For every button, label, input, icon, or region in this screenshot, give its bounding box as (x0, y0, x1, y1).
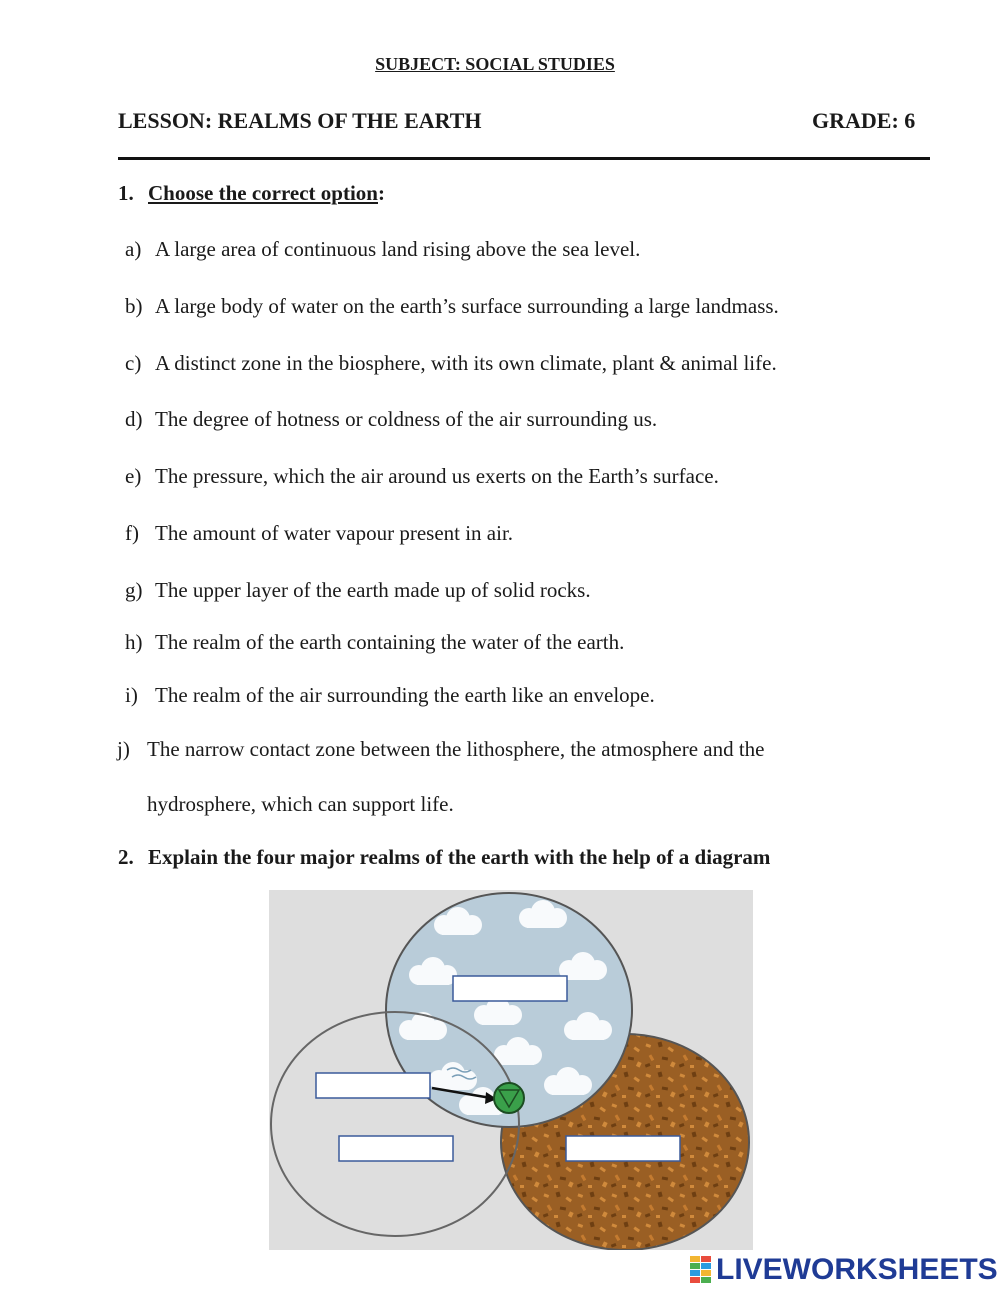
item-label: g) (125, 578, 143, 602)
question-1-title: Choose the correct option (148, 181, 378, 205)
atmosphere-answer-box[interactable] (453, 976, 567, 1001)
biosphere-circle (494, 1083, 524, 1113)
item-label: h) (125, 630, 143, 654)
question-item-i (125, 683, 655, 708)
item-label: d) (125, 407, 143, 431)
item-text: The narrow contact zone between the lithosphere, the atmosphere and the (147, 737, 765, 761)
question-item-h (125, 630, 624, 655)
liveworksheets-logo-icon (690, 1256, 712, 1284)
item-label: i) (125, 683, 138, 707)
item-text: The upper layer of the earth made up of solid rocks. (155, 578, 591, 602)
realms-venn-diagram (269, 890, 753, 1250)
item-text: A large body of water on the earth’s surface surrounding a large landmass. (155, 294, 779, 318)
hydrosphere-answer-box[interactable] (339, 1136, 453, 1161)
item-label: b) (125, 294, 143, 318)
item-label: e) (125, 464, 142, 488)
biosphere-answer-box[interactable] (316, 1073, 430, 1098)
grade-label: GRADE: 6 (812, 108, 916, 133)
question-1-number: 1. (118, 181, 134, 205)
question-item-b (125, 294, 779, 319)
question-item-d (125, 407, 657, 432)
item-text: The realm of the earth containing the water of the earth. (155, 630, 625, 654)
question-item-j (117, 737, 765, 762)
question-2-heading (118, 845, 770, 870)
item-text: A large area of continuous land rising above the sea level. (155, 237, 641, 261)
lithosphere-answer-box[interactable] (566, 1136, 680, 1161)
question-item-f (125, 521, 513, 546)
item-label: c) (125, 351, 142, 375)
question-1-heading (118, 181, 385, 206)
liveworksheets-footer (690, 1253, 998, 1287)
item-text: The amount of water vapour present in air. (155, 521, 514, 545)
subject-heading: SUBJECT: SOCIAL STUDIES (375, 54, 615, 74)
question-item-a (125, 237, 640, 262)
item-text: The degree of hotness or coldness of the air surrounding us. (155, 407, 658, 431)
liveworksheets-brand: LIVEWORKSHEETS (716, 1253, 998, 1286)
lesson-title: LESSON: REALMS OF THE EARTH (118, 108, 482, 133)
item-text: A distinct zone in the biosphere, with its own climate, plant & animal life. (155, 351, 777, 375)
question-item-c (125, 351, 777, 376)
item-label: j) (117, 737, 130, 761)
item-label: a) (125, 237, 142, 261)
question-item-e (125, 464, 719, 489)
question-item-j-continuation: hydrosphere, which can support life. (147, 792, 454, 816)
question-item-g (125, 578, 591, 603)
header-divider (118, 157, 930, 160)
item-text: The realm of the air surrounding the earth like an envelope. (155, 683, 655, 707)
question-2-number: 2. (118, 845, 134, 869)
question-1-colon: : (378, 181, 385, 205)
question-2-text: Explain the four major realms of the earth with the help of a diagram (148, 845, 771, 869)
item-label: f) (125, 521, 139, 545)
item-text: The pressure, which the air around us exerts on the Earth’s surface. (155, 464, 719, 488)
